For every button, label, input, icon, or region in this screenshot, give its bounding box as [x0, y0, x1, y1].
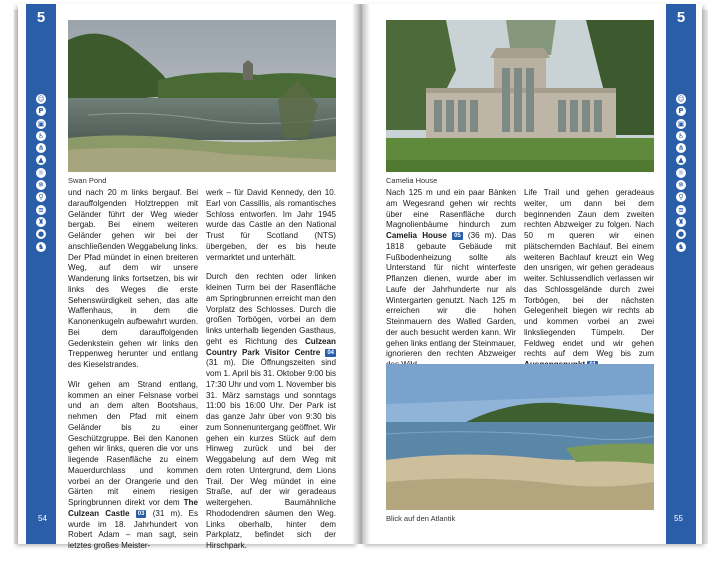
bus-icon: ▣	[677, 119, 685, 128]
restaurant-icon: ⋔	[36, 143, 46, 153]
page-number-right: 55	[674, 514, 683, 523]
paragraph	[68, 380, 198, 552]
chapter-band-left	[26, 4, 56, 544]
chapter-band-right	[666, 4, 696, 544]
parking-icon: P	[36, 106, 46, 116]
bus-icon: ▣	[37, 119, 45, 128]
paragraph	[524, 188, 654, 371]
caption-camelia-house: Camelia House	[386, 176, 438, 185]
mountain-icon: ▲	[36, 155, 46, 165]
book-gutter	[352, 4, 370, 544]
child-icon: ☺	[677, 95, 685, 103]
paragraph	[206, 272, 336, 552]
chapter-number-left: 5	[36, 9, 46, 26]
paragraph-text: (31 m). Es wurde im 18. Jahrhundert von Robert Adam – man sagt, sein letztes großes Meister-	[68, 508, 199, 550]
paragraph-text: Life Trail und gehen geradeaus weiter, um dann bei dem beginnenden Zaun dem zweiten rechten Abzweiger zu folgen. Nach 50 m queren wir einen plätschernden Bachlauf. Bei einem weiteren Bachlauf kreuzt ein Weg den unsrigen, wir gehen geradeaus weiter. Schlussendlich verlassen wir das Schlossgelände durch zwei Torbögen, bei der nächsten Gelegenheit biegen wir rechts ab und kommen vorbei an zwei linksliegenden Tümpeln. Der Feldweg endet und wir gehen rechts auf dem Weg bis zum	[524, 188, 654, 359]
right-page	[362, 4, 702, 544]
pin-icon: ●	[37, 230, 45, 239]
photo-swan-pond	[68, 20, 336, 172]
paragraph: und nach 20 m links bergauf. Bei darauffolgenden Holztreppen mit Geländer führt der Weg wieder bergab. Bei einem weiteren Geländer gehen wir bei der anschließenden Weggabelung links. Der Pfad mündet in einen breiteren Weg, auf dem wir unsere Wanderung links fortsetzen, bis wir links des Weges die erste Sehenswürdigkeit sehen, das alte Waffenhaus, in dem die Kanonenkugeln aufbewahrt wurden. Bei dem darauffolgenden Gedenkstein gehen wir links den Treppenweg herunter und entlang des Kieselstrandes.	[68, 188, 198, 369]
bike-icon: ⚲	[676, 192, 686, 202]
photo-atlantic-view	[386, 364, 654, 510]
right-text-column-2	[524, 188, 654, 380]
paragraph-text: Nach 125 m und ein paar Bänken am Wegesrand gehen wir rechts über eine Rasenfläche durch Magnolienbäume hindurch zum	[386, 188, 516, 230]
sun-icon: ☼	[37, 168, 45, 177]
page-number-left: 54	[38, 514, 47, 523]
swan-pond-image	[68, 20, 336, 172]
atlantic-view-image	[386, 364, 654, 510]
waypoint-badge: 03	[137, 510, 145, 517]
poi-camelia-house: Camelia House	[386, 231, 447, 240]
left-text-column-2	[206, 188, 336, 561]
sidebar-icons-right	[666, 94, 696, 254]
wheelchair-icon: ♿	[37, 131, 45, 140]
child-icon: ☺	[37, 95, 45, 103]
caption-atlantic-view: Blick auf den Atlantik	[386, 514, 456, 523]
snowflake-icon: ❄	[36, 180, 46, 190]
paragraph-text: (36 m). Das 1818 gebaute Gebäude mit Fußbodenheizung sollte als Unterstand für nicht winterfeste Pflanzen dienen, wurde aber im Laufe der Jahrhunderte nur als Wintergarten genutzt. Nach 125 m erreichen wir die hohen Steinmauern des Walled Garden, der auch besucht werden kann. Wir gehen links entlang der Steinmauer, ignorieren den rechten Abzweiger	[386, 231, 517, 359]
dog-icon: ♞	[37, 242, 45, 251]
train-icon: ≡	[36, 205, 46, 215]
left-page	[18, 4, 358, 550]
waypoint-badge: 04	[327, 349, 334, 356]
restaurant-icon: ⋔	[676, 143, 686, 153]
snowflake-icon: ❄	[676, 180, 686, 190]
left-text-column-1	[68, 188, 198, 561]
photo-camelia-house	[386, 20, 654, 172]
waypoint-badge: 05	[454, 233, 461, 239]
paragraph-text: (31 m). Die Öffnungszeiten sind vom 1. April bis 31. Oktober 9:00 bis 17:30 Uhr und vom 1. November bis 31. März samstags und sonntags 11:00 bis 16:00 Uhr. Der Park ist das ganze Jahr über von 9:30 bis zum Sonnenuntergang geöffnet. Wir gehen ein kurzes Stück auf dem Hinweg zurück und bei der Weggabelung auf dem Weg mit dem roten Untergrund, dem Lions Trail. Der Weg mündet in eine Straße, auf der wir geradeaus weitergehen. Baumähnliche Rhododendren säumen den Weg. Links oberhalb, hinter dem Parkplatz, befindet sich der Hirschpark.	[206, 358, 337, 550]
right-text-column-1	[386, 188, 516, 380]
poi-visitor-centre: Culzean Country Park Visitor Centre	[206, 336, 336, 357]
castle-icon: ♜	[677, 217, 685, 226]
mountain-icon: ▲	[676, 155, 686, 165]
chapter-number-right: 5	[676, 9, 686, 26]
parking-icon: P	[676, 106, 686, 116]
wheelchair-icon: ♿	[677, 131, 685, 140]
paragraph-text: Durch den rechten oder linken kleinen Turm bei der Rasenfläche am Springbrunnen erreicht man den Vorplatz des Schlosses. Durch die großen Torbögen, vorbei an dem links unterhalb liegenden Gasthaus, geht es Richtung des	[206, 272, 336, 346]
camelia-house-image	[386, 20, 654, 172]
pin-icon: ●	[677, 230, 685, 239]
castle-icon: ♜	[37, 217, 45, 226]
dog-icon: ♞	[677, 242, 685, 251]
caption-swan-pond: Swan Pond	[68, 176, 107, 185]
poi-culzean-castle: The Culzean Castle	[68, 498, 198, 518]
train-icon: ≡	[676, 205, 686, 215]
bike-icon: ⚲	[36, 192, 46, 202]
sidebar-icons-left	[26, 94, 56, 254]
sun-icon: ☼	[677, 168, 685, 177]
paragraph-text: Wir gehen am Strand entlang, kommen an einer Felsnase vorbei und an dem alten Bootshaus, nehmen den Pfad mit einem Geländer bis zu einer Geschützgruppe. Bei den Kanonen gehen wir links, queren die vor uns liegende Rasenfläche zu einem Mauerdurchlass und kommen vorbei an der Orangerie und den Gärten mit einem riesigen Springbrunnen direkt vor dem	[68, 379, 198, 507]
paragraph: werk – für David Kennedy, den 10. Earl von Cassillis, als romantisches Schloss entworfen. Im Jahr 1945 wurde das Castle an den National Trust für Scotland (NTS) übergeben, der es bis heute vermarktet und unterhält.	[206, 188, 336, 262]
paragraph	[386, 188, 516, 371]
page-edges-right	[702, 10, 708, 544]
